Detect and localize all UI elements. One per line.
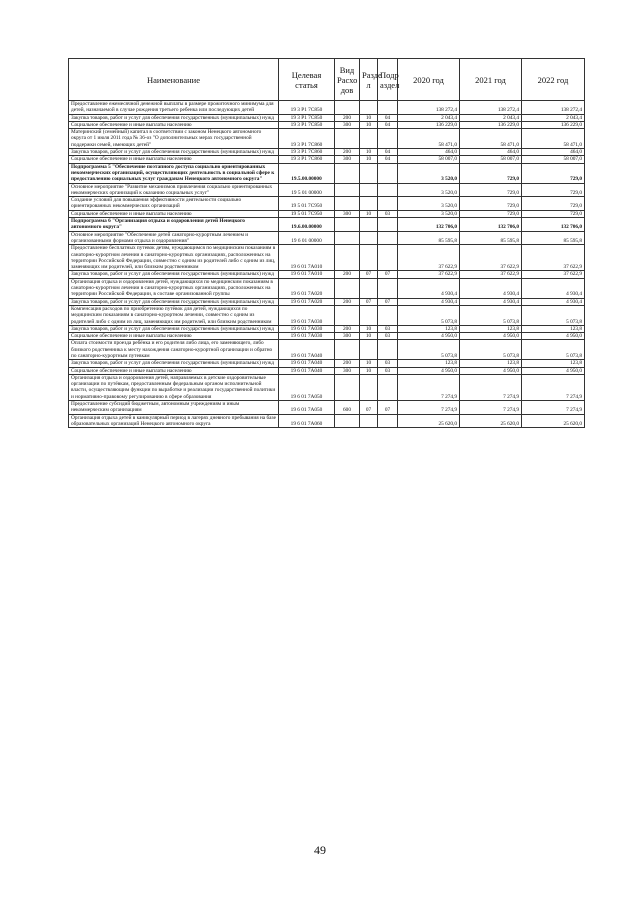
row-razdel-cell <box>360 163 378 183</box>
row-2022-cell: 25 620,0 <box>522 414 585 428</box>
row-2021-cell: 123,8 <box>460 325 522 332</box>
row-name-cell: Социальное обеспечение и иные выплаты населению <box>69 210 279 217</box>
row-code-cell: 19 6 01 00000 <box>279 231 335 245</box>
row-razdel-cell <box>360 340 378 360</box>
budget-table <box>68 58 585 428</box>
table-row <box>69 197 585 211</box>
table-row <box>69 183 585 197</box>
header-razdel: Разде л <box>360 59 378 101</box>
row-name-cell: Подпрограмма 6 "Организация отдыха и оздоровления детей Ненецкого автономного округа" <box>69 218 279 232</box>
row-2020-cell: 3 520,0 <box>398 163 460 183</box>
table-row <box>69 156 585 163</box>
row-code-cell: 19 6 01 7А030 <box>279 333 335 340</box>
row-2022-cell: 4 950,0 <box>522 333 585 340</box>
header-row <box>69 59 585 101</box>
row-vid-cell <box>335 340 360 360</box>
row-2020-cell: 85 595,8 <box>398 231 460 245</box>
row-podrazdel-cell <box>378 231 398 245</box>
row-2020-cell: 2 043,4 <box>398 114 460 121</box>
row-vid-cell: 300 <box>335 367 360 374</box>
row-2020-cell: 4 950,0 <box>398 333 460 340</box>
row-podrazdel-cell <box>378 414 398 428</box>
row-2020-cell: 132 706,0 <box>398 218 460 232</box>
row-vid-cell: 300 <box>335 210 360 217</box>
row-podrazdel-cell: 07 <box>378 401 398 415</box>
table-row <box>69 101 585 115</box>
row-name-cell: Закупка товаров, работ и услуг для обеспечения государственных (муниципальных) нужд <box>69 298 279 305</box>
row-2021-cell: 4 950,0 <box>460 367 522 374</box>
table-row <box>69 340 585 360</box>
row-vid-cell: 200 <box>335 114 360 121</box>
row-vid-cell <box>335 278 360 298</box>
row-vid-cell: 200 <box>335 149 360 156</box>
table-row <box>69 305 585 325</box>
row-2020-cell: 7 274,9 <box>398 401 460 415</box>
row-razdel-cell: 10 <box>360 149 378 156</box>
table-row <box>69 367 585 374</box>
page-number: 49 <box>314 843 326 857</box>
row-vid-cell: 300 <box>335 333 360 340</box>
row-code-cell: 19.6.00.00000 <box>279 218 335 232</box>
row-2020-cell: 3 520,0 <box>398 197 460 211</box>
row-code-cell: 19 3 P1 7С860 <box>279 149 335 156</box>
row-2020-cell: 123,8 <box>398 325 460 332</box>
row-2022-cell: 58 007,0 <box>522 156 585 163</box>
row-2020-cell: 58 007,0 <box>398 156 460 163</box>
row-name-cell: Организация отдыха детей в каникулярный период в лагерях дневного пребывания на базе образовательных организаций Ненецкого автономного округа <box>69 414 279 428</box>
row-podrazdel-cell <box>378 245 398 271</box>
row-2021-cell: 123,8 <box>460 360 522 367</box>
row-vid-cell <box>335 231 360 245</box>
table-row <box>69 114 585 121</box>
row-2021-cell: 4 930,4 <box>460 298 522 305</box>
row-name-cell: Предоставление ежемесячной денежной выплаты в размере прожиточного минимума для детей, назначаемой в случае рождения третьего ребенка или последующих детей <box>69 101 279 115</box>
header-2020: 2020 год <box>398 59 460 101</box>
table-row <box>69 298 585 305</box>
row-2021-cell: 85 595,8 <box>460 231 522 245</box>
row-2021-cell: 729,0 <box>460 163 522 183</box>
row-2021-cell: 729,0 <box>460 210 522 217</box>
table-row <box>69 231 585 245</box>
row-2022-cell: 2 043,4 <box>522 114 585 121</box>
row-2021-cell: 729,0 <box>460 197 522 211</box>
row-name-cell: Оплата стоимости проезда ребёнка и его родителя либо лица, его заменяющего, либо близкого родственника к месту нахождения санаторно-курортной организации и обратно по санаторно-курортным путевкам <box>69 340 279 360</box>
row-2020-cell: 3 520,0 <box>398 183 460 197</box>
header-name: Наименование <box>69 59 279 101</box>
row-2020-cell: 3 520,0 <box>398 210 460 217</box>
row-name-cell: Закупка товаров, работ и услуг для обеспечения государственных (муниципальных) нужд <box>69 149 279 156</box>
row-razdel-cell: 10 <box>360 121 378 128</box>
row-name-cell: Предоставление субсидий бюджетным, автономным учреждениям и иным некоммерческим организациям <box>69 401 279 415</box>
row-razdel-cell: 10 <box>360 360 378 367</box>
row-code-cell: 19 6 01 7А040 <box>279 360 335 367</box>
row-code-cell: 19 6 01 7А020 <box>279 278 335 298</box>
header-podrazdel: Подр аздел <box>378 59 398 101</box>
row-podrazdel-cell: 03 <box>378 360 398 367</box>
row-code-cell: 19 3 P1 7С850 <box>279 101 335 115</box>
row-2021-cell: 2 043,4 <box>460 114 522 121</box>
row-vid-cell: 200 <box>335 298 360 305</box>
row-2020-cell: 37 622,9 <box>398 271 460 278</box>
row-vid-cell <box>335 305 360 325</box>
row-podrazdel-cell <box>378 374 398 400</box>
row-2022-cell: 464,0 <box>522 149 585 156</box>
row-name-cell: Социальное обеспечение и иные выплаты населению <box>69 333 279 340</box>
row-name-cell: Социальное обеспечение и иные выплаты населению <box>69 121 279 128</box>
row-2022-cell: 37 622,9 <box>522 245 585 271</box>
row-code-cell: 19 6 01 7А050 <box>279 374 335 400</box>
row-razdel-cell <box>360 183 378 197</box>
row-2021-cell: 729,0 <box>460 183 522 197</box>
row-vid-cell <box>335 218 360 232</box>
row-code-cell: 19 6 01 7А030 <box>279 325 335 332</box>
row-2022-cell: 5 073,8 <box>522 340 585 360</box>
row-podrazdel-cell: 04 <box>378 156 398 163</box>
row-2020-cell: 25 620,0 <box>398 414 460 428</box>
row-vid-cell: 200 <box>335 271 360 278</box>
row-podrazdel-cell: 07 <box>378 298 398 305</box>
row-name-cell: Закупка товаров, работ и услуг для обеспечения государственных (муниципальных) нужд <box>69 325 279 332</box>
row-podrazdel-cell: 04 <box>378 149 398 156</box>
table-row <box>69 218 585 232</box>
row-2022-cell: 729,0 <box>522 197 585 211</box>
row-razdel-cell <box>360 129 378 149</box>
row-razdel-cell <box>360 101 378 115</box>
row-2021-cell: 37 622,9 <box>460 245 522 271</box>
table-body <box>69 101 585 428</box>
row-podrazdel-cell <box>378 129 398 149</box>
row-2020-cell: 5 073,8 <box>398 340 460 360</box>
row-name-cell: Организация отдыха и оздоровления детей, направляемых в детские оздоровительные организации по путёвкам, предоставленным федеральным органом исполнительной власти, осуществляющим функции по выработке и реализации государственной политики и нормативно-правовому регулированию в сфере образования <box>69 374 279 400</box>
row-code-cell: 19 5 01 00000 <box>279 183 335 197</box>
row-podrazdel-cell: 04 <box>378 114 398 121</box>
row-razdel-cell <box>360 197 378 211</box>
row-vid-cell <box>335 183 360 197</box>
row-name-cell: Закупка товаров, работ и услуг для обеспечения государственных (муниципальных) нужд <box>69 114 279 121</box>
row-razdel-cell: 10 <box>360 333 378 340</box>
row-2022-cell: 37 622,9 <box>522 271 585 278</box>
row-podrazdel-cell <box>378 305 398 325</box>
row-podrazdel-cell <box>378 163 398 183</box>
row-razdel-cell <box>360 414 378 428</box>
row-2020-cell: 4 930,4 <box>398 278 460 298</box>
row-2020-cell: 4 950,0 <box>398 367 460 374</box>
row-podrazdel-cell <box>378 340 398 360</box>
row-2022-cell: 729,0 <box>522 210 585 217</box>
table-row <box>69 129 585 149</box>
row-2020-cell: 123,8 <box>398 360 460 367</box>
row-name-cell: Предоставление бесплатных путевок детям, нуждающимся по медицинским показаниям в санаторно-курортном лечении в санаторно-курортных организациях, расположенных на территории Российской Федерации, совместно с одним из родителей либо с одним из лиц, заменяющих им родителей, или близким родственником <box>69 245 279 271</box>
table-row <box>69 401 585 415</box>
table-row <box>69 245 585 271</box>
row-name-cell: Подпрограмма 5 "Обеспечение поэтапного доступа социально ориентированных некоммерческих организаций, осуществляющих деятельность в социальной сфере к предоставлению социальных услуг гражданам Ненецкого автономного округа" <box>69 163 279 183</box>
row-2022-cell: 136 229,0 <box>522 121 585 128</box>
row-2022-cell: 7 274,9 <box>522 374 585 400</box>
row-razdel-cell: 07 <box>360 401 378 415</box>
row-2020-cell: 5 073,8 <box>398 305 460 325</box>
row-vid-cell <box>335 374 360 400</box>
row-vid-cell <box>335 245 360 271</box>
row-2022-cell: 7 274,9 <box>522 401 585 415</box>
row-code-cell: 19 6 01 7А030 <box>279 305 335 325</box>
row-razdel-cell <box>360 374 378 400</box>
row-razdel-cell: 07 <box>360 298 378 305</box>
row-2021-cell: 7 274,9 <box>460 374 522 400</box>
row-name-cell: Основное мероприятие "Обеспечение детей санаторно-курортным лечением и организованными формами отдыха и оздоровления" <box>69 231 279 245</box>
row-code-cell: 19 6 01 7А010 <box>279 245 335 271</box>
row-vid-cell: 200 <box>335 325 360 332</box>
row-vid-cell <box>335 414 360 428</box>
row-2022-cell: 729,0 <box>522 163 585 183</box>
row-podrazdel-cell <box>378 183 398 197</box>
row-vid-cell: 300 <box>335 156 360 163</box>
row-2021-cell: 58 007,0 <box>460 156 522 163</box>
row-razdel-cell <box>360 218 378 232</box>
table-row <box>69 163 585 183</box>
row-code-cell: 19 5 01 7С950 <box>279 197 335 211</box>
table-row <box>69 414 585 428</box>
row-vid-cell: 200 <box>335 360 360 367</box>
row-2021-cell: 138 272,4 <box>460 101 522 115</box>
row-2022-cell: 729,0 <box>522 183 585 197</box>
row-vid-cell <box>335 101 360 115</box>
row-code-cell: 19 6 01 7А040 <box>279 367 335 374</box>
row-code-cell: 19 3 P1 7С860 <box>279 156 335 163</box>
row-2021-cell: 37 622,9 <box>460 271 522 278</box>
row-code-cell: 19 6 01 7А040 <box>279 340 335 360</box>
row-vid-cell: 300 <box>335 121 360 128</box>
row-podrazdel-cell <box>378 197 398 211</box>
row-2022-cell: 85 595,8 <box>522 231 585 245</box>
row-2022-cell: 58 471,0 <box>522 129 585 149</box>
row-2020-cell: 464,0 <box>398 149 460 156</box>
row-razdel-cell <box>360 278 378 298</box>
row-2020-cell: 7 274,9 <box>398 374 460 400</box>
row-name-cell: Закупка товаров, работ и услуг для обеспечения государственных (муниципальных) нужд <box>69 271 279 278</box>
row-2020-cell: 138 272,4 <box>398 101 460 115</box>
row-code-cell: 19 3 P1 7С850 <box>279 121 335 128</box>
row-2022-cell: 123,8 <box>522 360 585 367</box>
table-row <box>69 360 585 367</box>
row-razdel-cell <box>360 305 378 325</box>
row-2021-cell: 4 930,4 <box>460 278 522 298</box>
row-name-cell: Создание условий для повышения эффективности деятельности социально ориентированных некоммерческих организаций <box>69 197 279 211</box>
row-2022-cell: 132 706,0 <box>522 218 585 232</box>
table-row <box>69 278 585 298</box>
row-podrazdel-cell: 03 <box>378 325 398 332</box>
row-2021-cell: 5 073,8 <box>460 305 522 325</box>
header-vid: Вид Расхо дов <box>335 59 360 101</box>
table-row <box>69 333 585 340</box>
row-2022-cell: 123,8 <box>522 325 585 332</box>
row-2020-cell: 58 471,0 <box>398 129 460 149</box>
row-razdel-cell: 10 <box>360 114 378 121</box>
row-2022-cell: 4 930,4 <box>522 298 585 305</box>
row-2021-cell: 58 471,0 <box>460 129 522 149</box>
header-code: Целевая статья <box>279 59 335 101</box>
row-podrazdel-cell: 07 <box>378 271 398 278</box>
row-name-cell: Социальное обеспечение и иные выплаты населению <box>69 156 279 163</box>
table-row <box>69 149 585 156</box>
row-podrazdel-cell: 03 <box>378 210 398 217</box>
table-row <box>69 271 585 278</box>
table-row <box>69 374 585 400</box>
row-name-cell: Закупка товаров, работ и услуг для обеспечения государственных (муниципальных) нужд <box>69 360 279 367</box>
row-2021-cell: 464,0 <box>460 149 522 156</box>
row-razdel-cell: 10 <box>360 325 378 332</box>
row-name-cell: Организация отдыха и оздоровления детей, нуждающихся по медицинским показаниям в санаторно-курортном лечении в санаторно-курортных организациях, расположенных на территории Российской Федерации, в составе организованной группы <box>69 278 279 298</box>
row-razdel-cell: 07 <box>360 271 378 278</box>
budget-table-container <box>68 58 584 428</box>
row-2022-cell: 5 073,8 <box>522 305 585 325</box>
row-2021-cell: 4 950,0 <box>460 333 522 340</box>
row-2020-cell: 136 229,0 <box>398 121 460 128</box>
table-row <box>69 325 585 332</box>
row-vid-cell <box>335 197 360 211</box>
row-vid-cell: 600 <box>335 401 360 415</box>
row-code-cell: 19 6 01 7А050 <box>279 401 335 415</box>
row-2020-cell: 37 622,9 <box>398 245 460 271</box>
row-razdel-cell: 10 <box>360 210 378 217</box>
row-2021-cell: 5 073,8 <box>460 340 522 360</box>
row-podrazdel-cell <box>378 278 398 298</box>
row-2020-cell: 4 930,4 <box>398 298 460 305</box>
row-code-cell: 19 6 01 7А060 <box>279 414 335 428</box>
row-razdel-cell: 10 <box>360 367 378 374</box>
row-name-cell: Основное мероприятие "Развитие механизмов привлечения социально ориентированных некоммерческих организаций к оказанию социальных услуг" <box>69 183 279 197</box>
row-name-cell: Социальное обеспечение и иные выплаты населению <box>69 367 279 374</box>
table-row <box>69 121 585 128</box>
row-name-cell: Материнский (семейный) капитал в соответствии с законом Ненецкого автономного округа от 1 июля 2011 года № 36-оз "О дополнительных мерах государственной поддержки семей, имеющих детей" <box>69 129 279 149</box>
row-code-cell: 19 3 P1 7С850 <box>279 114 335 121</box>
header-2021: 2021 год <box>460 59 522 101</box>
row-2022-cell: 4 930,4 <box>522 278 585 298</box>
row-2021-cell: 136 229,0 <box>460 121 522 128</box>
row-name-cell: Компенсация расходов по приобретению путёвок для детей, нуждающихся по медицинским показаниям в санаторно-курортном лечении, совместно с одним из родителей либо с одним из лиц, заменяющих им родителей, или близким родственником <box>69 305 279 325</box>
row-2022-cell: 138 272,4 <box>522 101 585 115</box>
row-code-cell: 19 3 P1 7С860 <box>279 129 335 149</box>
row-code-cell: 19.5.00.00000 <box>279 163 335 183</box>
row-code-cell: 19 5 01 7С950 <box>279 210 335 217</box>
row-2021-cell: 25 620,0 <box>460 414 522 428</box>
row-2022-cell: 4 950,0 <box>522 367 585 374</box>
row-podrazdel-cell <box>378 218 398 232</box>
row-razdel-cell: 10 <box>360 156 378 163</box>
row-2021-cell: 7 274,9 <box>460 401 522 415</box>
table-row <box>69 210 585 217</box>
row-vid-cell <box>335 129 360 149</box>
header-2022: 2022 год <box>522 59 585 101</box>
row-podrazdel-cell: 03 <box>378 333 398 340</box>
row-podrazdel-cell: 04 <box>378 121 398 128</box>
row-code-cell: 19 6 01 7А010 <box>279 271 335 278</box>
row-2021-cell: 132 706,0 <box>460 218 522 232</box>
row-razdel-cell <box>360 231 378 245</box>
row-code-cell: 19 6 01 7А020 <box>279 298 335 305</box>
row-podrazdel-cell: 03 <box>378 367 398 374</box>
row-razdel-cell <box>360 245 378 271</box>
row-vid-cell <box>335 163 360 183</box>
row-podrazdel-cell <box>378 101 398 115</box>
